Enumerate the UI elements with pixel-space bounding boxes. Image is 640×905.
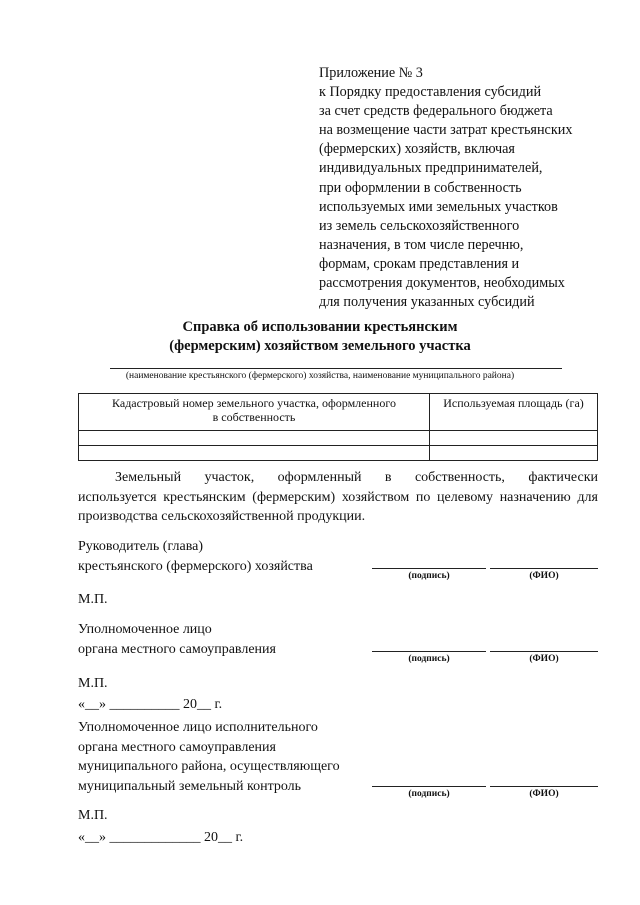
annex-line: за счет средств федерального бюджета [319, 103, 553, 120]
annex-line: для получения указанных субсидий [319, 294, 535, 311]
head-line-2: крестьянского (фермерского) хозяйства [78, 558, 313, 574]
local-official-label [78, 620, 276, 659]
date-line: «__» __________ 20__ г. [78, 697, 223, 712]
head-line-1: Руководитель (глава) [78, 539, 204, 554]
table-cell [430, 431, 598, 446]
farm-name-caption: (наименование крестьянского (фермерского) хозяйства, наименование муниципального района) [125, 371, 515, 381]
annex-line: к Порядку предоставления субсидий [319, 84, 542, 101]
district-official-line-4: муниципальный земельный контроль [78, 778, 302, 794]
stamp-placeholder: М.П. [78, 592, 108, 607]
signature-caption: (подпись) [408, 571, 450, 581]
annex-line: (фермерских) хозяйств, включая [319, 141, 515, 158]
column-header-cadastral [79, 394, 430, 431]
annex-line: из земель сельскохозяйственного [319, 217, 520, 234]
district-official-line-1: Уполномоченное лицо исполнительного [78, 720, 318, 735]
table-row [79, 431, 598, 446]
name-caption: (ФИО) [529, 789, 559, 799]
table-row [79, 446, 598, 461]
annex-line: назначения, в том числе перечню, [319, 236, 524, 253]
name-caption: (ФИО) [529, 654, 559, 664]
paragraph-line-1: Земельный участок, оформленный в собственность, фактически [115, 470, 598, 485]
paragraph-rest: используется крестьянским (фермерским) хозяйством по целевому назначению для производства сельскохозяйственной продукции. [78, 489, 598, 524]
column-header-line: в собственность [212, 409, 296, 424]
annex-header [319, 64, 619, 312]
signature-line [372, 786, 486, 787]
table-header-row [79, 394, 598, 431]
signature-line [372, 568, 486, 569]
local-official-line-2: органа местного самоуправления [78, 641, 276, 657]
name-line [490, 786, 598, 787]
annex-line: формам, срокам представления и [319, 255, 520, 272]
title-line-2: (фермерским) хозяйством земельного участка [169, 338, 471, 354]
stamp-placeholder: М.П. [78, 808, 108, 823]
table-cell [79, 431, 430, 446]
district-official-line-2: органа местного самоуправления [78, 739, 276, 755]
table-cell [430, 446, 598, 461]
annex-line: на возмещение части затрат крестьянских [319, 122, 573, 139]
signature-caption: (подпись) [408, 789, 450, 799]
table-cell [79, 446, 430, 461]
district-official-line-3: муниципального района, осуществляющего [78, 759, 340, 774]
date-line: «__» _____________ 20__ г. [78, 830, 244, 845]
signature-line [372, 651, 486, 652]
head-of-farm-label [78, 537, 313, 576]
stamp-placeholder: М.П. [78, 676, 108, 691]
column-header-line: Кадастровый номер земельного участка, оформленного [112, 396, 396, 410]
title-line-1: Справка об использовании крестьянским [182, 319, 458, 335]
document-title [0, 318, 640, 356]
local-official-line-1: Уполномоченное лицо [78, 622, 212, 637]
column-header-area: Используемая площадь (га) [430, 394, 598, 431]
land-table [78, 393, 598, 461]
name-caption: (ФИО) [529, 571, 559, 581]
signature-caption: (подпись) [408, 654, 450, 664]
name-line [490, 651, 598, 652]
farm-name-line [110, 368, 562, 369]
district-official-label [78, 718, 340, 796]
annex-line: используемых ими земельных участков [319, 198, 558, 215]
annex-line: Приложение № 3 [319, 65, 423, 81]
main-paragraph [78, 468, 598, 527]
name-line [490, 568, 598, 569]
annex-line: индивидуальных предпринимателей, [319, 160, 543, 177]
annex-line: при оформлении в собственность [319, 179, 522, 196]
annex-line: рассмотрения документов, необходимых [319, 275, 565, 292]
